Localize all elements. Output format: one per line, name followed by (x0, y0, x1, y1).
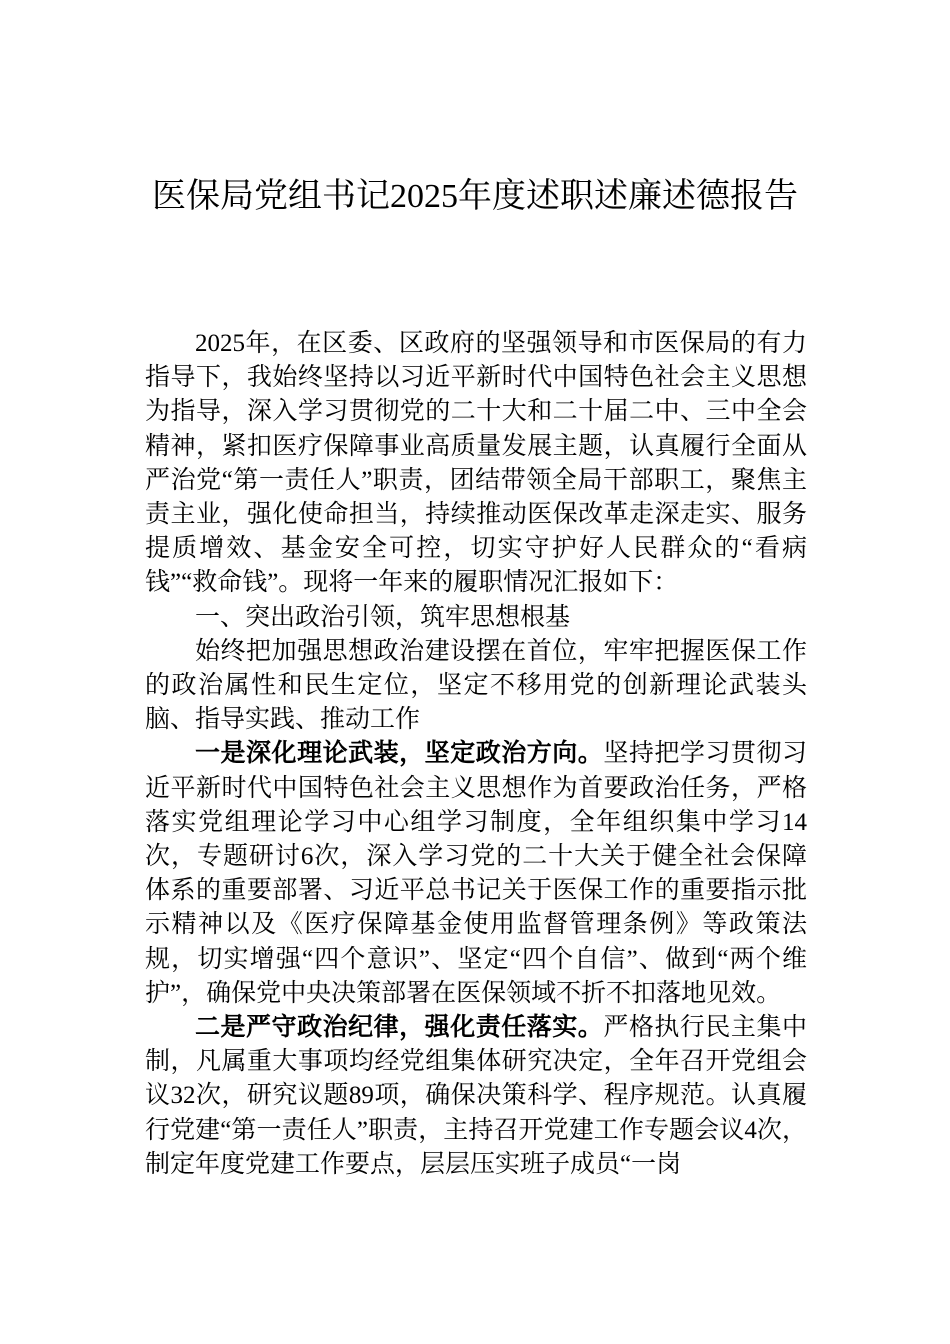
section-intro-paragraph: 始终把加强思想政治建设摆在首位，牢牢把握医保工作的政治属性和民生定位，坚定不移用党的创新理论武装头脑、指导实践、推动工作 (145, 637, 807, 734)
point-text-2: 严格执行民主集中制，凡属重大事项均经党组集体研究决定，全年召开党组会议32次，研究议题89项，确保决策科学、程序规范。认真履行党建“第一责任人”职责，主持召开党建工作专题会议4次，制定年度党建工作要点，层层压实班子成员“一岗 (145, 1014, 807, 1178)
intro-paragraph: 2025年，在区委、区政府的坚强领导和市医保局的有力指导下，我始终坚持以习近平新时代中国特色社会主义思想为指导，深入学习贯彻党的二十大和二十届二中、三中全会精神，紧扣医疗保障事业高质量发展主题，认真履行全面从严治党“第一责任人”职责，团结带领全局干部职工，聚焦主责主业，强化使命担当，持续推动医保改革走深走实、服务提质增效、基金安全可控，切实守护好人民群众的“看病钱”“救命钱”。现将一年来的履职情况汇报如下： (145, 330, 807, 597)
point-paragraph-2 (145, 1011, 807, 1182)
point-lead-2: 二是严守政治纪律，强化责任落实。 (195, 1014, 604, 1042)
point-lead-1: 一是深化理论武装，坚定政治方向。 (195, 740, 604, 768)
document-title: 医保局党组书记2025年度述职述廉述德报告 (152, 178, 798, 215)
point-paragraph-1 (145, 737, 807, 1011)
section-heading-1: 一、突出政治引领，筑牢思想根基 (195, 603, 571, 631)
document-body (145, 327, 807, 1182)
point-text-1: 坚持把学习贯彻习近平新时代中国特色社会主义思想作为首要政治任务，严格落实党组理论学习中心组学习制度，全年组织集中学习14次，专题研讨6次，深入学习党的二十大关于健全社会保障体系的重要部署、习近平总书记关于医保工作的重要指示批示精神以及《医疗保障基金使用监督管理条例》等政策法规，切实增强“四个意识”、坚定“四个自信”、做到“两个维护”，确保党中央决策部署在医保领域不折不扣落地见效。 (145, 740, 807, 1007)
